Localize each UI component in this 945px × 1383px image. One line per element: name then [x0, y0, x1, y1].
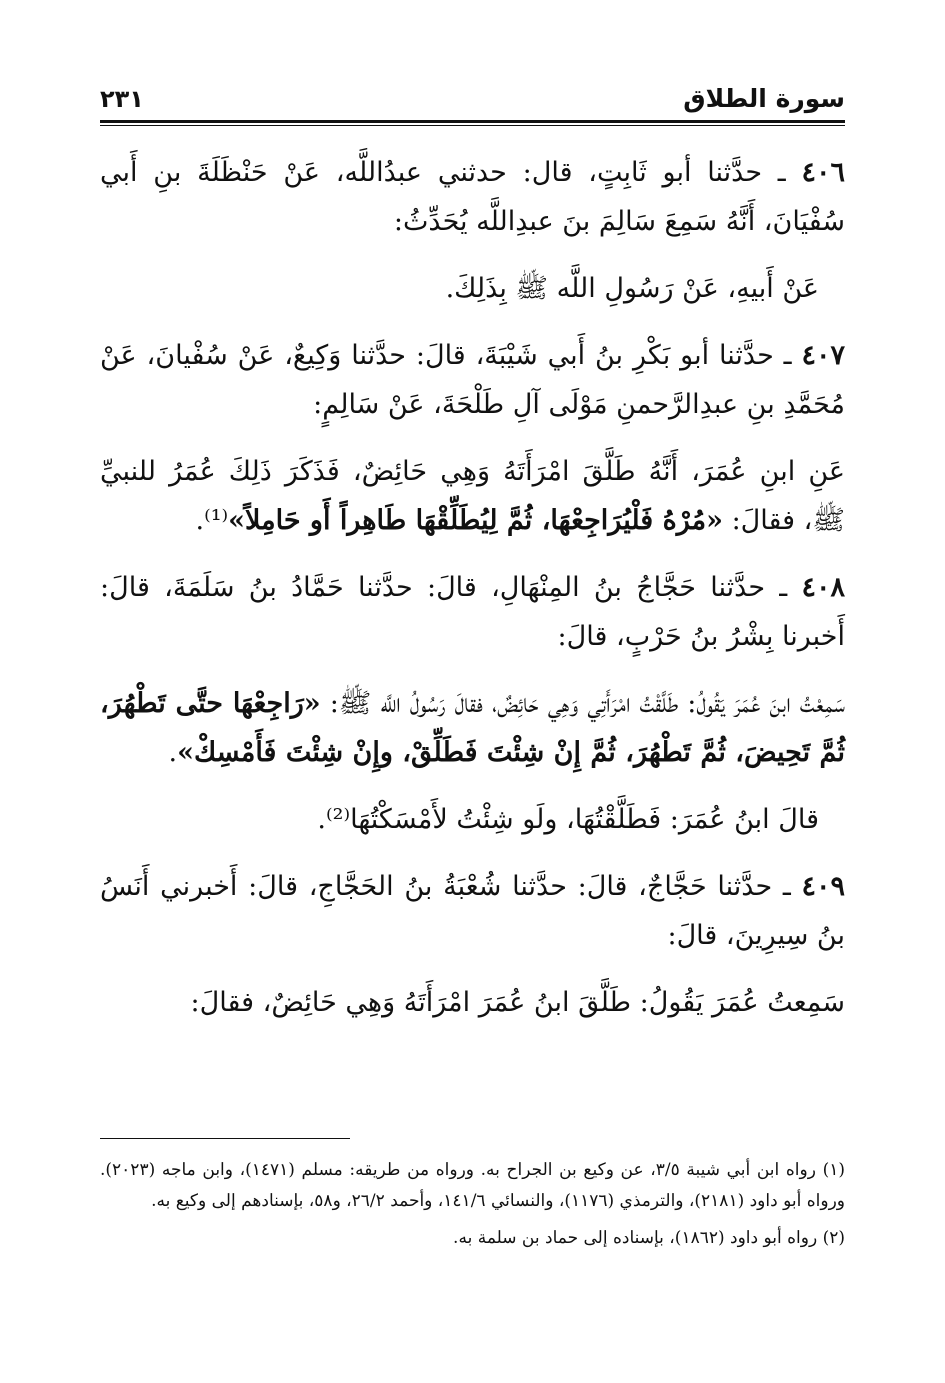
surah-title: سورة الطلاق: [683, 84, 845, 113]
hadith-408-note: [100, 795, 845, 844]
isnad-text: ـ حدَّثنا حَجَّاجُ بنُ المِنْهَالِ، قالَ: حدَّثنا حَمَّادُ بنُ سَلَمَةَ، قالَ: أَخبرنا بِشْرُ بنُ حَرْبٍ، قالَ:: [100, 572, 845, 652]
page-number: ٢٣١: [100, 85, 144, 113]
matn-text: عَنْ أَبيهِ، عَنْ رَسُولِ اللَّه ﷺ بِذَلِكَ.: [445, 273, 819, 304]
footnote-1: (١) رواه ابن أبي شيبة ٣/٥، عن وكيع بن الجراح به. ورواه من طريقه: مسلم (١٤٧١)، وابن ماجه (٢٠٢٣). ورواه أبو داود (٢١٨١)، والترمذي (١١٧٦)، والنسائي ١٤١/٦، وأحمد ٢٦/٢، و٥٨، بإسنادهم إلى وكيع به.: [100, 1160, 845, 1211]
hadith-number: ٤٠٦: [801, 157, 845, 188]
footnote-marker: ⁽¹⁾.: [195, 505, 229, 536]
hadith-406-chain: [100, 148, 845, 246]
prophetic-quote: «مُرْهُ فَلْيُرَاجِعْهَا، ثُمَّ لِيُطَلِّقْهَا طَاهِراً أَو حَامِلاً»: [228, 505, 723, 536]
matn-text: عَنِ ابنِ عُمَرَ، أَنَّهُ طَلَّقَ امْرَأَتَهُ وَهِي حَائِضٌ، فَذَكَرَ ذَلِكَ عُمَرُ للنبيِّ ﷺ، فقالَ:: [100, 456, 845, 536]
main-text: [100, 148, 845, 1027]
hadith-number: ٤٠٨: [801, 572, 845, 603]
hadith-407-matn: [100, 447, 845, 545]
header-rule-thick: [100, 120, 845, 123]
isnad-text: ـ حدَّثنا أبو ثَابِتٍ، قال: حدثني عبدُاللَّه، عَنْ حَنْظَلَةَ بنِ أَبي سُفْيَانَ، أَنَّهُ سَمِعَ سَالِمَ بنَ عبدِاللَّه يُحَدِّثُ:: [100, 157, 845, 237]
hadith-409-chain: [100, 862, 845, 960]
prophetic-quote: «رَاجِعْهَا حتَّى تَطْهُرَ، ثُمَّ تَحِيضَ، ثُمَّ تَطْهُرَ، ثُمَّ إِنْ شِئْتَ فَطَلِّقْ، وإِنْ شِئْتَ فَأَمْسِكْ»: [100, 688, 845, 768]
hadith-number: ٤٠٧: [801, 340, 845, 371]
hadith-407-chain: [100, 331, 845, 429]
hadith-number: ٤٠٩: [801, 871, 845, 902]
book-page: [100, 70, 845, 1360]
isnad-text: ـ حدَّثنا حَجَّاجٌ، قالَ: حدَّثنا شُعْبَةُ بنُ الحَجَّاجِ، قالَ: أَخبرني أَنَسُ بنُ سِيرِينَ، قالَ:: [100, 871, 845, 951]
hadith-408-chain: [100, 563, 845, 661]
hadith-408-matn: [100, 679, 845, 777]
header-rule-thin: [100, 125, 845, 126]
footnote-separator: [100, 1138, 350, 1139]
hadith-409-matn: [100, 978, 845, 1027]
matn-text: قالَ ابنُ عُمَرَ: فَطَلَّقْتُهَا، ولَو شِئْتُ لأَمْسَكْتُهَا⁽²⁾.: [317, 804, 819, 835]
isnad-text: ـ حدَّثنا أبو بَكْرِ بنُ أَبي شَيْبَةَ، قالَ: حدَّثنا وَكِيعٌ، عَنْ سُفْيانَ، عَنْ مُحَمَّدِ بنِ عبدِالرَّحمنِ مَوْلَى آلِ طَلْحَةَ، عَنْ سَالِمٍ:: [100, 340, 845, 420]
matn-text: سَمِعْتُ ابنَ عُمَرَ يَقُولُ: طَلَّقْتُ امْرَأَتِي وَهِي حَائِضٌ، فقالَ رَسُولُ اللَّه ﷺ:: [320, 688, 845, 719]
page-header: [100, 70, 845, 114]
footnote-2: (٢) رواه أبو داود (١٨٦٢)، بإسناده إلى حماد بن سلمة به.: [453, 1228, 845, 1248]
matn-text: سَمِعتُ عُمَرَ يَقُولُ: طَلَّقَ ابنُ عُمَرَ امْرَأَتَهُ وَهِي حَائِضٌ، فقالَ:: [190, 987, 845, 1018]
closing-punct: .: [168, 737, 178, 768]
footnotes: [100, 1155, 845, 1260]
hadith-406-matn: [100, 264, 845, 313]
